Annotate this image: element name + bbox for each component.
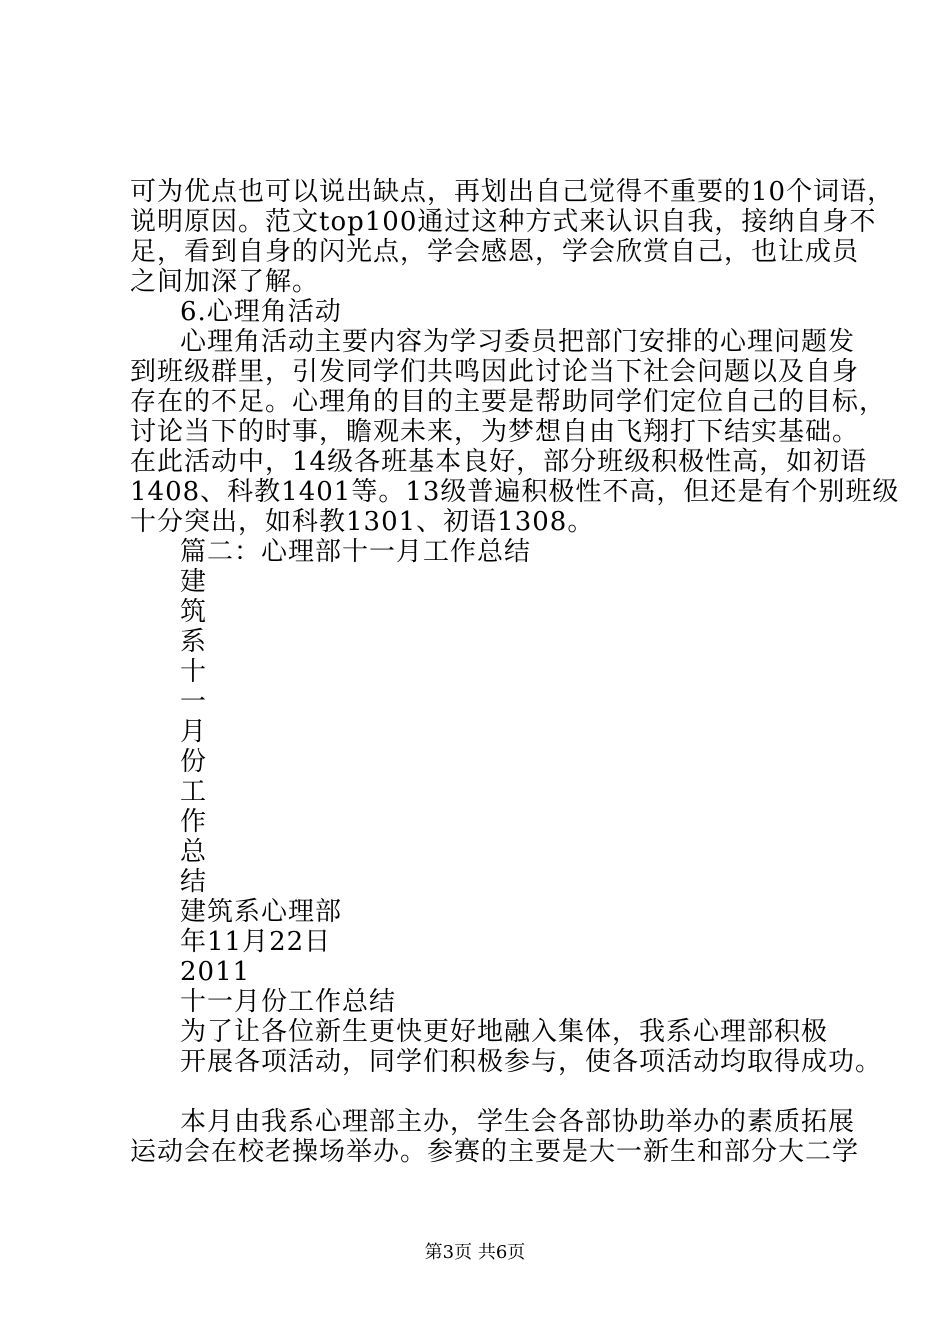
text-line: 可为优点也可以说出缺点，再划出自己觉得不重要的10个词语， bbox=[130, 177, 895, 207]
text-line: 说明原因。范文top100通过这种方式来认识自我，接纳自身不 bbox=[130, 207, 877, 237]
text-line: 运动会在校老操场举办。参赛的主要是大一新生和部分大二学 bbox=[130, 1137, 860, 1167]
vertical-char: 筑 bbox=[180, 597, 208, 627]
vertical-char: 结 bbox=[180, 867, 208, 897]
page-footer: 第3页 共6页 bbox=[424, 1242, 526, 1263]
vertical-char: 作 bbox=[180, 807, 208, 837]
text-line: 之间加深了解。 bbox=[130, 267, 320, 297]
text-line: 为了让各位新生更快更好地融入集体，我系心理部积极 bbox=[180, 1017, 829, 1047]
text-line: 存在的不足。心理角的目的主要是帮助同学们定位自己的目标， bbox=[130, 387, 887, 417]
text-line: 心理角活动主要内容为学习委员把部门安排的心理问题发 bbox=[180, 327, 856, 357]
article-title: 篇二：心理部十一月工作总结 bbox=[180, 537, 532, 567]
text-line: 足，看到自身的闪光点，学会感恩，学会欣赏自己，也让成员 bbox=[130, 237, 860, 267]
subtitle: 十一月份工作总结 bbox=[180, 987, 397, 1017]
vertical-char: 月 bbox=[180, 717, 208, 747]
text-line: 到班级群里，引发同学们共鸣因此讨论当下社会问题以及自身 bbox=[130, 357, 860, 387]
text-line: 1408、科教1401等。13级普遍积极性不高，但还是有个别班级 bbox=[130, 477, 900, 507]
vertical-char: 工 bbox=[180, 777, 208, 807]
text-line: 在此活动中，14级各班基本良好，部分班级积极性高，如初语 bbox=[130, 447, 868, 477]
text-line: 讨论当下的时事，瞻观未来，为梦想自由飞翔打下结实基础。 bbox=[130, 417, 860, 447]
vertical-char: 系 bbox=[180, 627, 208, 657]
text-line: 开展各项活动，同学们积极参与，使各项活动均取得成功。 bbox=[180, 1047, 883, 1077]
date-line: 年11月22日 bbox=[180, 927, 332, 957]
vertical-char: 十 bbox=[180, 657, 208, 687]
vertical-char: 建 bbox=[180, 567, 208, 597]
vertical-char: 一 bbox=[180, 687, 208, 717]
department-name: 建筑系心理部 bbox=[180, 897, 343, 927]
text-line: 本月由我系心理部主办，学生会各部协助举办的素质拓展 bbox=[180, 1107, 856, 1137]
text-line: 十分突出，如科教1301、初语1308。 bbox=[130, 507, 595, 537]
vertical-char: 份 bbox=[180, 747, 208, 777]
section-heading: 6.心理角活动 bbox=[180, 297, 342, 327]
year-line: 2011 bbox=[180, 957, 251, 987]
vertical-char: 总 bbox=[180, 837, 208, 867]
